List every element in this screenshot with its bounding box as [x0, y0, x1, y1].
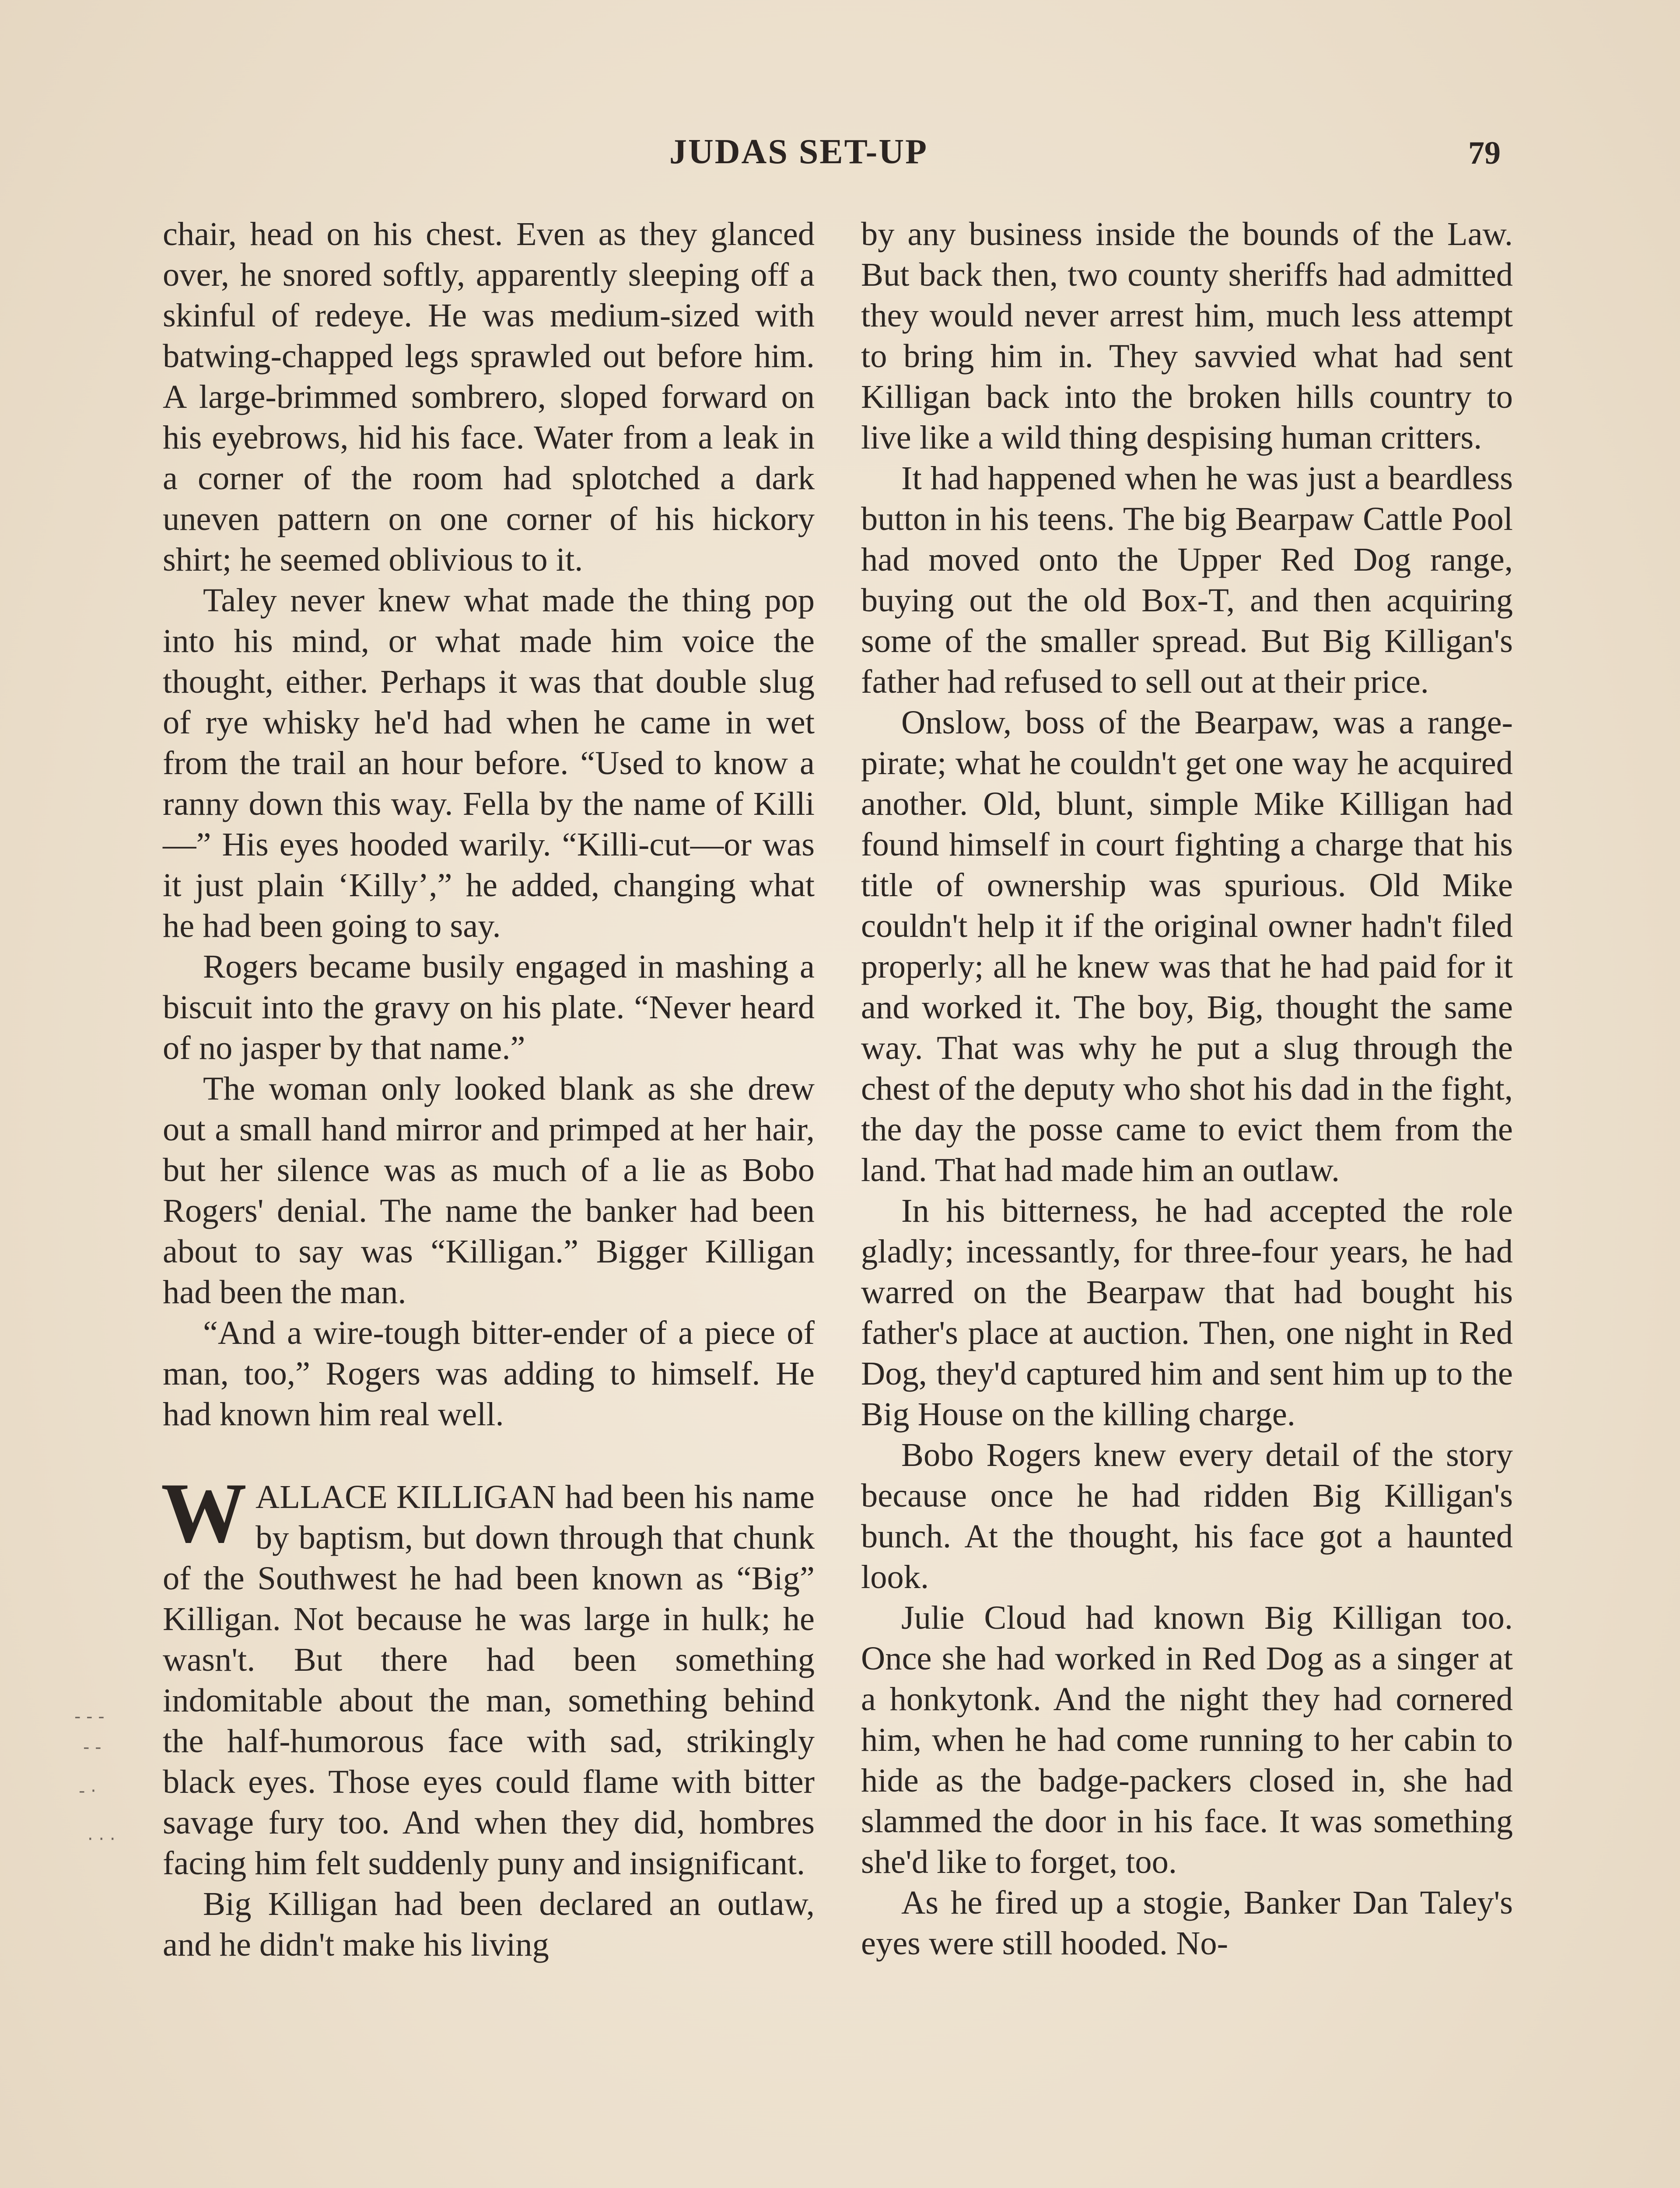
- left-column: [163, 214, 815, 1965]
- paragraph: chair, head on his chest. Even as they glanced over, he snored softly, apparently sleeping off a skinful of redeye. He was medium-sized with batwing-chapped legs sprawled out before him. A large-brimmed sombrero, sloped forward on his eyebrows, hid his face. Water from a leak in a corner of the room had splotched a dark uneven pattern on one corner of his hickory shirt; he seemed oblivious to it.: [163, 215, 815, 578]
- paragraph: Taley never knew what made the thing pop into his mind, or what made him voice the thought, either. Perhaps it was that double slug of rye whisky he'd had when he came in wet from the trail an hour before. “Used to know a ranny down this way. Fella by the name of Killi—” His eyes hooded warily. “Killi-cut—or was it just plain ‘Killy’,” he added, changing what he had been going to say.: [163, 582, 815, 944]
- paragraph: In his bitterness, he had accepted the role gladly; incessantly, for three-four years, he had warred on the Bearpaw that had bought his father's place at auction. Then, one night in Red Dog, they'd captured him and sent him up to the Big House on the killing charge.: [861, 1192, 1513, 1433]
- paragraph: Bobo Rogers knew every detail of the story because once he had ridden Big Killigan's bunch. At the thought, his face got a haunted look.: [861, 1436, 1513, 1595]
- page-number: 79: [1468, 135, 1501, 171]
- right-column: [861, 214, 1513, 1964]
- paragraph: Onslow, boss of the Bearpaw, was a range-pirate; what he couldn't get one way he acquired another. Old, blunt, simple Mike Killigan had found himself in court fighting a charge that his title of ownership was spurious. Old Mike couldn't help it if the original owner hadn't filed properly; all he knew was that he had paid for it and worked it. The boy, Big, thought the same way. That was why he put a slug through the chest of the deputy who shot his dad in the fight, the day the posse came to evict them from the land. That had made him an outlaw.: [861, 704, 1513, 1189]
- story-title: JUDAS SET-UP: [669, 133, 928, 171]
- paragraph: Big Killigan had been declared an outlaw, and he didn't make his living: [163, 1885, 815, 1963]
- section-break: [163, 1434, 815, 1476]
- paragraph: The woman only looked blank as she drew out a small hand mirror and primped at her hair, but her silence was as much of a lie as Bobo Rogers' denial. The name the banker had been about to say was “Killigan.” Bigger Killigan had been the man.: [163, 1070, 815, 1311]
- paragraph: “And a wire-tough bitter-ender of a piece of man, too,” Rogers was adding to himself. He had known him real well.: [163, 1314, 815, 1433]
- drop-cap: W: [161, 1466, 247, 1560]
- paragraph: Julie Cloud had known Big Killigan too. Once she had worked in Red Dog as a singer at a honkytonk. And the night they had cornered him, when he had come running to her cabin to hide as the badge-packers closed in, she had slammed the door in his face. It was something she'd like to forget, too.: [861, 1599, 1513, 1880]
- paragraph: As he fired up a stogie, Banker Dan Taley's eyes were still hooded. No-: [861, 1884, 1513, 1962]
- paragraph: by any business inside the bounds of the Law. But back then, two county sheriffs had admitted they would never arrest him, much less attempt to bring him in. They savvied what had sent Killigan back into the broken hills country to live like a wild thing despising human critters.: [861, 215, 1513, 456]
- drop-cap-paragraph: [161, 1466, 815, 1883]
- paragraph: Rogers became busily engaged in mashing a biscuit into the gravy on his plate. “Never heard of no jasper by that name.”: [163, 948, 815, 1066]
- margin-pencil-marks: - - - - - - · · · ·: [74, 1707, 116, 1849]
- paragraph: It had happened when he was just a beardless button in his teens. The big Bearpaw Cattle Pool had moved onto the Upper Red Dog range, buying out the old Box-T, and then acquiring some of the smaller spread. But Big Killigan's father had refused to sell out at their price.: [861, 459, 1513, 700]
- running-head: [0, 132, 1680, 180]
- paragraph-text: ALLACE KILLIGAN had been his name by baptism, but down through that chunk of the Southwest he had been known as “Big” Killigan. Not because he was large in hulk; he wasn't. But there had been something indomitable about the man, something behind the half-humorous face with sad, strikingly black eyes. Those eyes could flame with bitter savage fury too. And when they did, hombres facing him felt suddenly puny and insignificant.: [163, 1478, 815, 1882]
